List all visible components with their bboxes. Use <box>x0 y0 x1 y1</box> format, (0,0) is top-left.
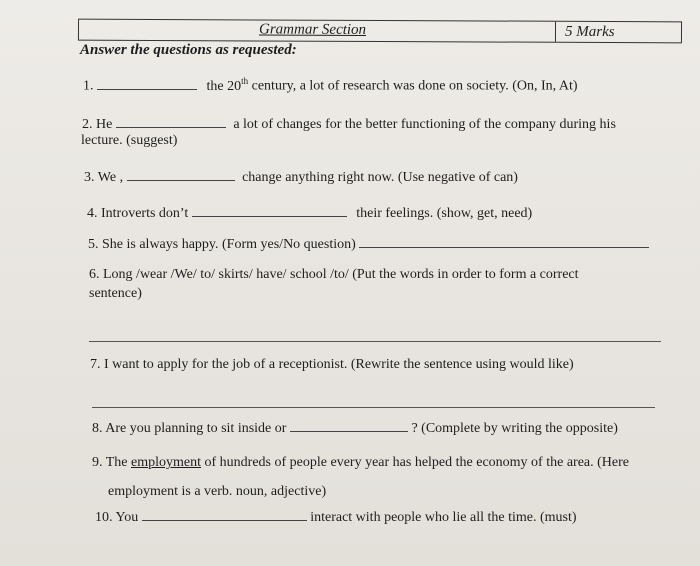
question-9-text-b: of hundreds of people every year has helped the economy of the area. (Here <box>201 455 629 470</box>
question-6: 6. Long /wear /We/ to/ skirts/ have/ school /to/ (Put the words in order to form a correct <box>89 267 579 282</box>
question-2 <box>82 115 616 133</box>
question-8 <box>92 419 618 437</box>
section-title: Grammar Section <box>258 21 367 38</box>
question-5-blank[interactable] <box>359 235 649 248</box>
header-divider <box>555 22 556 42</box>
question-9-underlined-word: employment <box>131 455 202 470</box>
question-9-text-a: 9. The <box>92 455 132 470</box>
question-7: 7. I want to apply for the job of a receptionist. (Rewrite the sentence using would like) <box>90 357 574 372</box>
question-1 <box>83 76 578 95</box>
question-1-sup: th <box>241 76 249 86</box>
question-9-continuation: employment is a verb. noun, adjective) <box>108 484 327 499</box>
question-8-text-b: ? (Complete by writing the opposite) <box>411 421 618 436</box>
question-1-blank[interactable] <box>97 77 197 90</box>
question-4 <box>87 204 532 222</box>
question-5-text: 5. She is always happy. (Form yes/No question) <box>88 237 356 252</box>
question-8-text-a: 8. Are you planning to sit inside or <box>92 421 287 436</box>
question-1-text-b: century, a lot of research was done on society. (On, In, At) <box>248 78 578 94</box>
question-8-blank[interactable] <box>290 419 408 432</box>
question-5 <box>88 235 649 253</box>
question-2-text: a lot of changes for the better functioning of the company during his <box>233 117 616 132</box>
question-9 <box>92 455 629 471</box>
question-1-text-a: the 20 <box>206 78 242 94</box>
instruction-text: Answer the questions as requested: <box>80 42 297 58</box>
question-10-blank[interactable] <box>142 508 307 521</box>
question-6-continuation: sentence) <box>89 286 142 301</box>
section-marks: 5 Marks <box>564 23 615 41</box>
question-2-number: 2. He <box>82 117 113 132</box>
question-10-number: 10. You <box>95 510 139 525</box>
question-3-blank[interactable] <box>127 168 235 181</box>
question-2-blank[interactable] <box>116 115 226 128</box>
question-3 <box>84 168 518 186</box>
question-3-comma: , <box>119 170 124 185</box>
question-10-text: interact with people who lie all the time. (must) <box>310 510 577 525</box>
question-10 <box>95 508 577 526</box>
section-header <box>78 19 682 44</box>
question-1-number: 1. <box>83 78 94 94</box>
question-3-number: 3. We <box>84 170 117 185</box>
question-4-text: their feelings. (show, get, need) <box>356 206 533 221</box>
question-4-number: 4. Introverts don’t <box>87 206 189 221</box>
question-4-blank[interactable] <box>192 204 347 217</box>
question-7-answer-line[interactable] <box>92 407 655 408</box>
question-3-text: change anything right now. (Use negative of can) <box>242 170 518 185</box>
question-6-answer-line[interactable] <box>89 341 661 342</box>
question-2-continuation: lecture. (suggest) <box>81 133 178 148</box>
